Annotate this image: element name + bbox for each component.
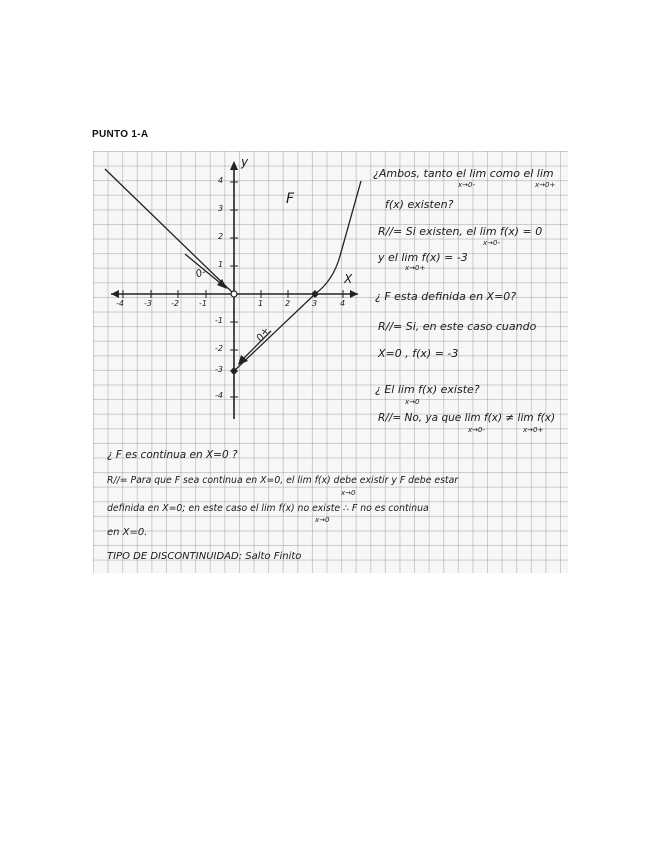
- q4-answer1: R//= Para que F sea continua en X=0, el lim f(x) debe existir y F debe estar: [107, 475, 459, 486]
- q1-answer1: R//= Si existen, el lim f(x) = 0: [378, 225, 543, 238]
- handwritten-sheet: [93, 151, 568, 573]
- q1-lim2-sub: x→0+: [535, 181, 556, 189]
- x-tick-label: -2: [171, 299, 179, 308]
- q3-answer1-sub2: x→0+: [523, 426, 544, 434]
- q2-line1: ¿ F esta definida en X=0?: [375, 290, 517, 303]
- y-axis-arrow: [230, 161, 238, 170]
- x-axis-arrow-left: [111, 290, 119, 298]
- y-tick-label: 4: [218, 176, 224, 185]
- open-point-origin: [231, 291, 237, 297]
- x-axis-arrow: [350, 290, 358, 298]
- right-branch-line: [234, 181, 361, 371]
- y-tick-label: -4: [215, 391, 223, 400]
- y-tick-label: 3: [218, 204, 224, 213]
- q1-line1: ¿Ambos, tanto el lim como el lim: [373, 167, 554, 180]
- x-tick-label: -1: [199, 299, 207, 308]
- y-tick-label: 2: [218, 232, 224, 241]
- x-tick-label: 2: [285, 299, 291, 308]
- function-label: F: [286, 191, 295, 207]
- y-tick-label: -1: [215, 316, 223, 325]
- closed-point-minus-3: [231, 368, 237, 374]
- q2-answer2: X=0 , f(x) = -3: [378, 347, 459, 360]
- y-tick-label: -3: [215, 365, 223, 374]
- y-axis-label: y: [241, 155, 249, 169]
- x-tick-label: 4: [340, 299, 346, 308]
- x-tick-label: 1: [258, 299, 264, 308]
- q1-answer1-sub: x→0-: [483, 239, 500, 247]
- x-tick-label: 3: [312, 299, 318, 308]
- page-heading: PUNTO 1-A: [92, 129, 149, 140]
- right-limit-label: 0+: [254, 325, 273, 344]
- left-limit-arrowhead: [217, 279, 227, 289]
- left-branch-line: [105, 169, 234, 294]
- q4-answer2-sub: x→0: [315, 516, 330, 524]
- q1-lim1-sub: x→0-: [458, 181, 475, 189]
- q4-answer2: definida en X=0; en este caso el lim f(x) no existe ∴ F no es continua: [107, 503, 429, 514]
- q4-answer1-sub: x→0: [341, 489, 356, 497]
- q4-line1: ¿ F es continua en X=0 ?: [107, 449, 238, 461]
- q4-answer3: en X=0.: [107, 527, 148, 538]
- q3-answer1-sub1: x→0-: [468, 426, 485, 434]
- left-limit-label: 0-: [194, 266, 208, 281]
- q1-answer2: y el lim f(x) = -3: [378, 251, 468, 264]
- right-limit-arrowhead: [238, 355, 248, 365]
- q2-answer1: R//= Si, en este caso cuando: [378, 320, 537, 333]
- q3-line1: ¿ El lim f(x) existe?: [375, 383, 480, 396]
- y-tick-label: -2: [215, 344, 223, 353]
- x-tick-label: -4: [116, 299, 124, 308]
- x-axis-label: X: [344, 272, 353, 286]
- q1-line2: f(x) existen?: [385, 198, 454, 211]
- x-tick-label: -3: [144, 299, 152, 308]
- q3-line1-sub: x→0: [405, 398, 420, 406]
- q3-answer1: R//= No, ya que lim f(x) ≠ lim f(x): [378, 412, 556, 424]
- q4-answer4: TIPO DE DISCONTINUIDAD: Salto Finito: [107, 551, 302, 562]
- y-tick-label: 1: [218, 260, 224, 269]
- q1-answer2-sub: x→0+: [405, 264, 426, 272]
- point-x-3: [312, 291, 318, 297]
